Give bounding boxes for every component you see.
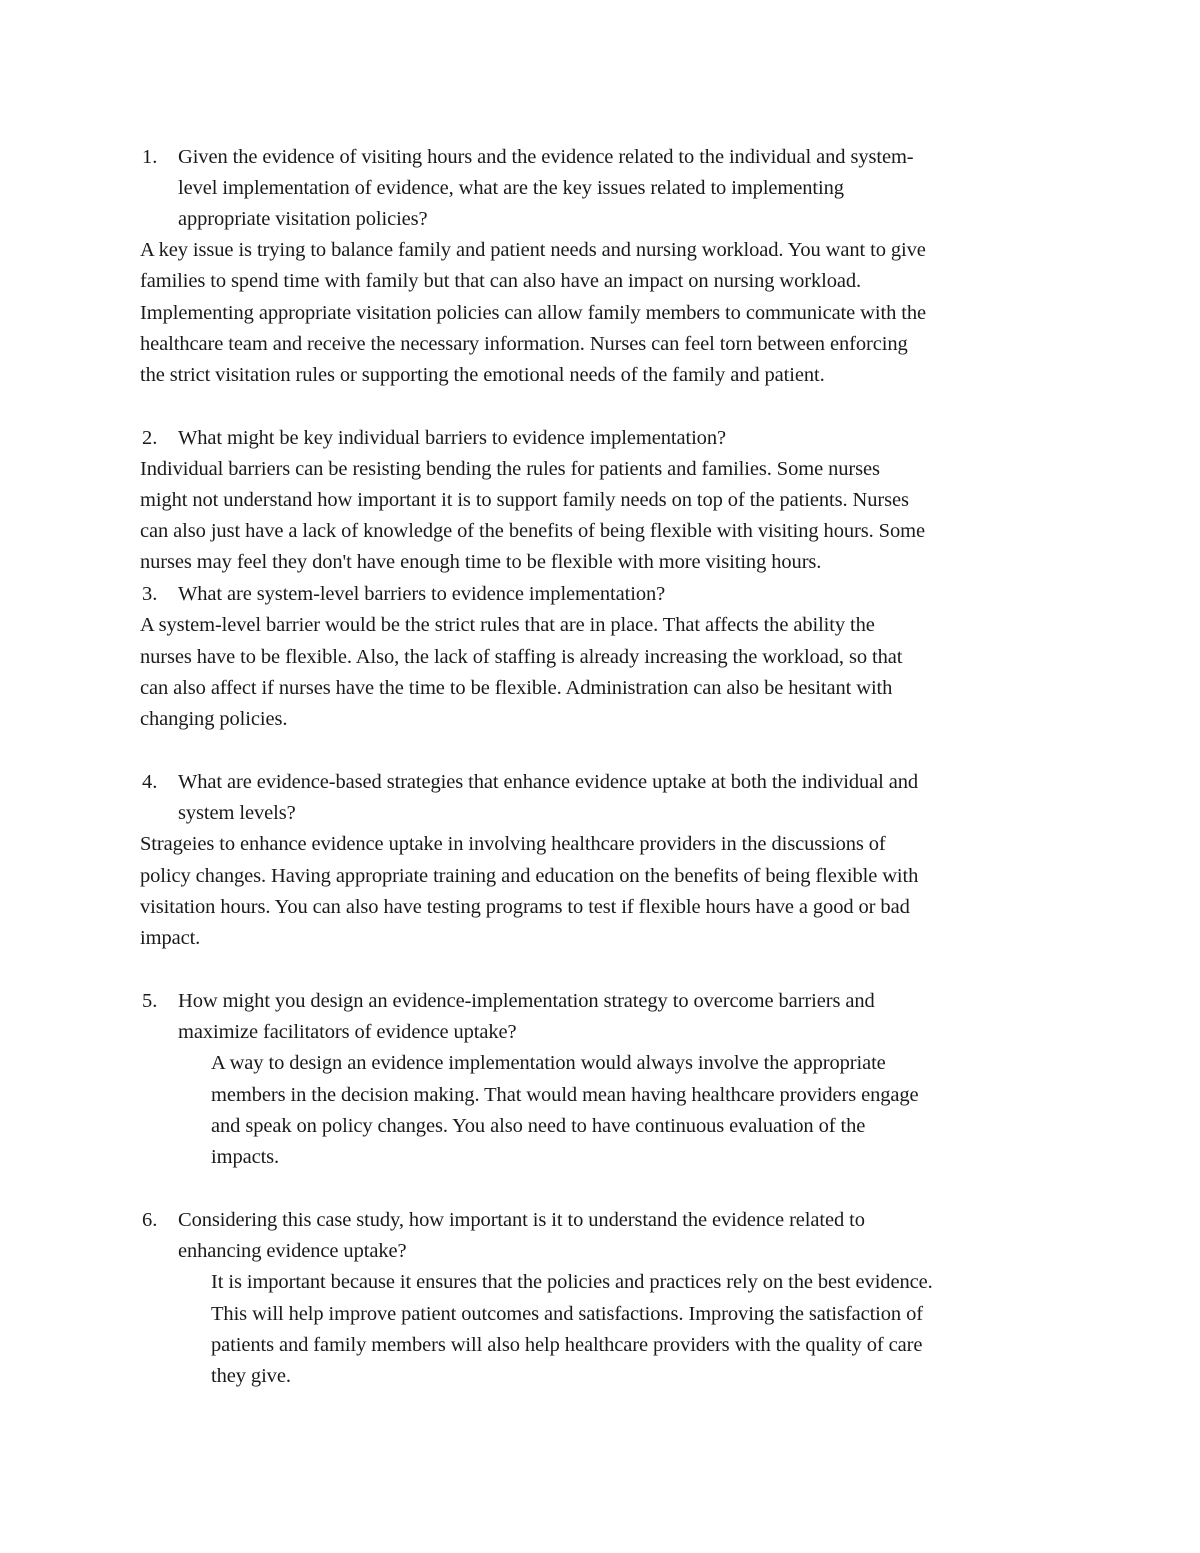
answer-5-line-2: members in the decision making. That would mean having healthcare providers engage [211, 1084, 919, 1106]
answer-2-line-1: Individual barriers can be resisting bending the rules for patients and families. Some nurses [140, 458, 880, 480]
answer-6-line-1: It is important because it ensures that the policies and practices rely on the best evidence. [211, 1271, 933, 1293]
answer-3-line-1: A system-level barrier would be the strict rules that are in place. That affects the ability the [140, 614, 875, 636]
answer-3-line-2: nurses have to be flexible. Also, the lack of staffing is already increasing the workload, so that [140, 646, 903, 668]
answer-5-line-3: and speak on policy changes. You also need to have continuous evaluation of the [211, 1115, 866, 1137]
question-2-text-line-1: What might be key individual barriers to evidence implementation? [178, 427, 726, 449]
question-3-number: 3. [142, 583, 158, 605]
answer-2-line-2: might not understand how important it is to support family needs on top of the patients. Nurses [140, 489, 909, 511]
answer-4-line-1: Strageies to enhance evidence uptake in involving healthcare providers in the discussions of [140, 833, 886, 855]
answer-1-line-4: healthcare team and receive the necessary information. Nurses can feel torn between enforcing [140, 333, 908, 355]
question-4-text-line-1: What are evidence-based strategies that enhance evidence uptake at both the individual and [178, 771, 919, 793]
answer-6-line-4: they give. [211, 1365, 291, 1387]
answer-1-line-3: Implementing appropriate visitation policies can allow family members to communicate with the [140, 302, 926, 324]
answer-4-line-3: visitation hours. You can also have testing programs to test if flexible hours have a good or bad [140, 896, 910, 918]
answer-1-line-2: families to spend time with family but that can also have an impact on nursing workload. [140, 270, 862, 292]
answer-3-line-3: can also affect if nurses have the time to be flexible. Administration can also be hesitant with [140, 677, 893, 699]
question-5-text-line-2: maximize facilitators of evidence uptake? [178, 1021, 517, 1043]
question-1-text-line-2: level implementation of evidence, what are the key issues related to implementing [178, 177, 844, 199]
question-3-text-line-1: What are system-level barriers to evidence implementation? [178, 583, 666, 605]
answer-2-line-4: nurses may feel they don't have enough time to be flexible with more visiting hours. [140, 551, 822, 573]
question-6-text-line-1: Considering this case study, how important is it to understand the evidence related to [178, 1209, 865, 1231]
question-1-text-line-3: appropriate visitation policies? [178, 208, 428, 230]
question-4-text-line-2: system levels? [178, 802, 296, 824]
question-6-text-line-2: enhancing evidence uptake? [178, 1240, 407, 1262]
question-4-number: 4. [142, 771, 158, 793]
answer-6-line-3: patients and family members will also help healthcare providers with the quality of care [211, 1334, 923, 1356]
answer-6-line-2: This will help improve patient outcomes and satisfactions. Improving the satisfaction of [211, 1303, 923, 1325]
answer-5-line-4: impacts. [211, 1146, 280, 1168]
question-2-number: 2. [142, 427, 158, 449]
question-6-number: 6. [142, 1209, 158, 1231]
answer-4-line-4: impact. [140, 927, 201, 949]
question-5-text-line-1: How might you design an evidence-implementation strategy to overcome barriers and [178, 990, 875, 1012]
answer-1-line-1: A key issue is trying to balance family and patient needs and nursing workload. You want to give [140, 239, 926, 261]
answer-1-line-5: the strict visitation rules or supporting the emotional needs of the family and patient. [140, 364, 825, 386]
question-1-number: 1. [142, 146, 158, 168]
answer-2-line-3: can also just have a lack of knowledge of the benefits of being flexible with visiting hours. Some [140, 520, 925, 542]
answer-4-line-2: policy changes. Having appropriate training and education on the benefits of being flexible with [140, 865, 919, 887]
answer-5-line-1: A way to design an evidence implementation would always involve the appropriate [211, 1052, 886, 1074]
answer-3-line-4: changing policies. [140, 708, 288, 730]
question-1-text-line-1: Given the evidence of visiting hours and the evidence related to the individual and system- [178, 146, 914, 168]
question-5-number: 5. [142, 990, 158, 1012]
